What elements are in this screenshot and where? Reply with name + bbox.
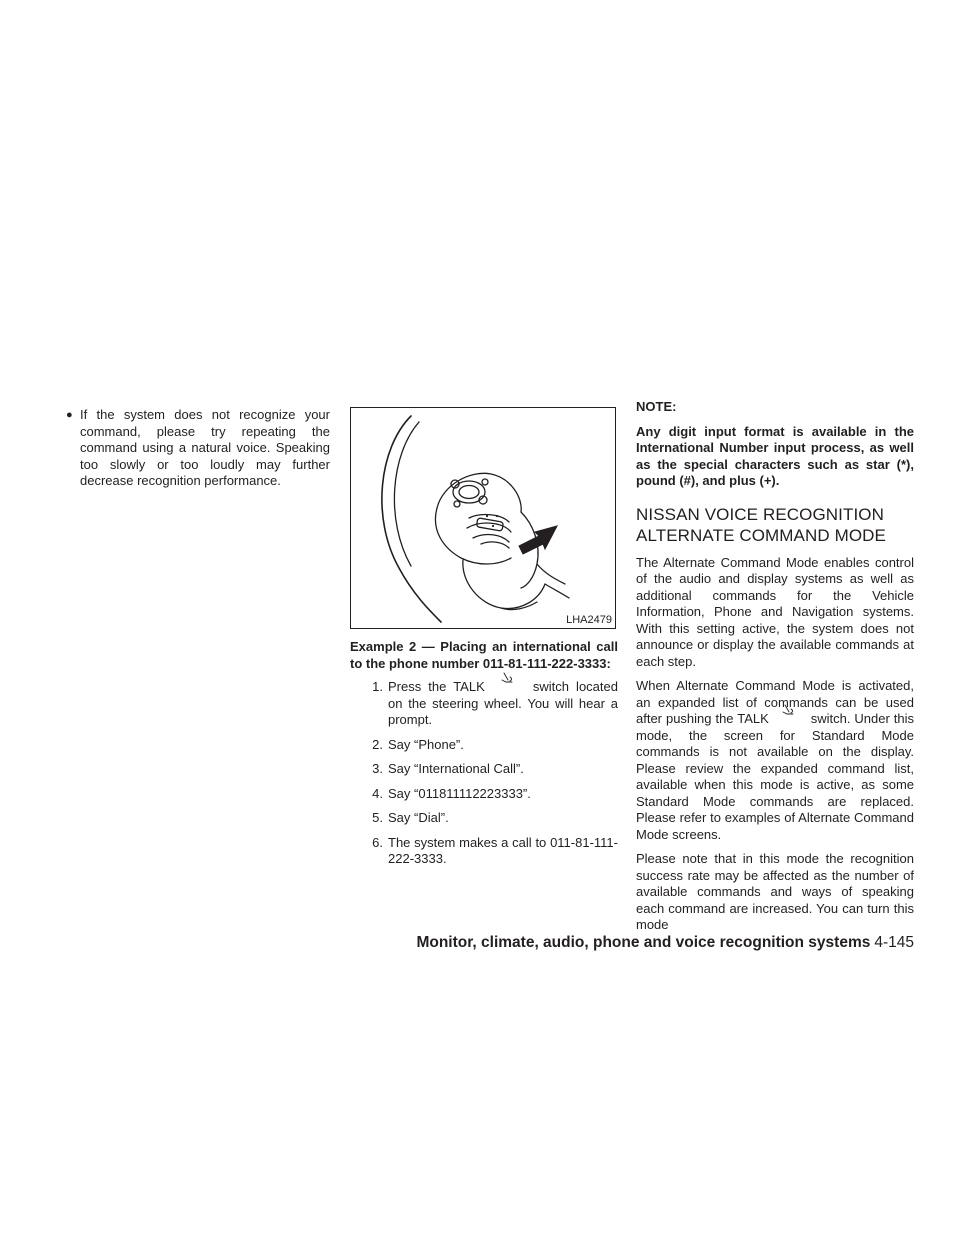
list-item: 6. The system makes a call to 011-81-111-222-3333. xyxy=(372,834,618,866)
middle-column xyxy=(350,407,618,876)
example-heading: Example 2 — Placing an international call to the phone number 011-81-111-222-3333: xyxy=(350,639,618,671)
section-title: NISSAN VOICE RECOGNITION ALTERNATE COMMAND MODE xyxy=(636,504,886,545)
list-item: 3. Say “International Call”. xyxy=(372,761,524,776)
paragraph: When Alternate Command Mode is activated, an expanded list of commands can be used after pushing the TALK switch. Under this mode, the screen for Standard Mode commands is not available on the display. Please review the expanded command list, available when this mode is active, as some Standard Mode commands are replaced. Please refer to examples of Alternate Command Mode screens. xyxy=(636,678,914,842)
page-footer xyxy=(0,933,914,953)
talk-switch-icon xyxy=(773,703,807,717)
bullet-dot-icon: ● xyxy=(66,409,73,421)
bullet-text: If the system does not recognize your command, please try repeating the command using a natural voice. Speaking too slowly or too loudly may further decrease recognition performance. xyxy=(80,407,330,488)
paragraph: Please note that in this mode the recognition success rate may be affected as the number of available commands and ways of speaking each command are increased. You can turn this mode xyxy=(636,851,914,932)
talk-switch-icon xyxy=(492,671,526,685)
note-text: Any digit input format is available in the International Number input process, as well as the special characters such as star (*), pound (#), and plus (+). xyxy=(636,423,914,488)
bullet-item xyxy=(66,407,330,490)
steering-wheel-figure xyxy=(350,407,616,629)
right-column xyxy=(636,399,914,934)
list-item: 2. Say “Phone”. xyxy=(372,736,464,752)
page-number: 4-145 xyxy=(874,934,914,951)
list-item: 4. Say “011811112223333”. xyxy=(372,785,531,801)
paragraph: The Alternate Command Mode enables control of the audio and display systems as well as additional commands for the Vehicle Information, Phone and Navigation systems. With this setting active, the system does not announce or display the available commands at each step. xyxy=(636,554,914,669)
note-label: NOTE: xyxy=(636,399,677,414)
left-column xyxy=(66,407,330,490)
list-item: 5. Say “Dial”. xyxy=(372,810,449,825)
steering-wheel-illustration xyxy=(351,408,616,629)
list-item: 1. Press the TALK switch located on the steering wheel. You will hear a prompt. xyxy=(350,679,618,729)
steps-list xyxy=(350,679,618,868)
figure-code: LHA2479 xyxy=(566,614,612,626)
footer-section-title: Monitor, climate, audio, phone and voice recognition systems xyxy=(416,934,871,951)
